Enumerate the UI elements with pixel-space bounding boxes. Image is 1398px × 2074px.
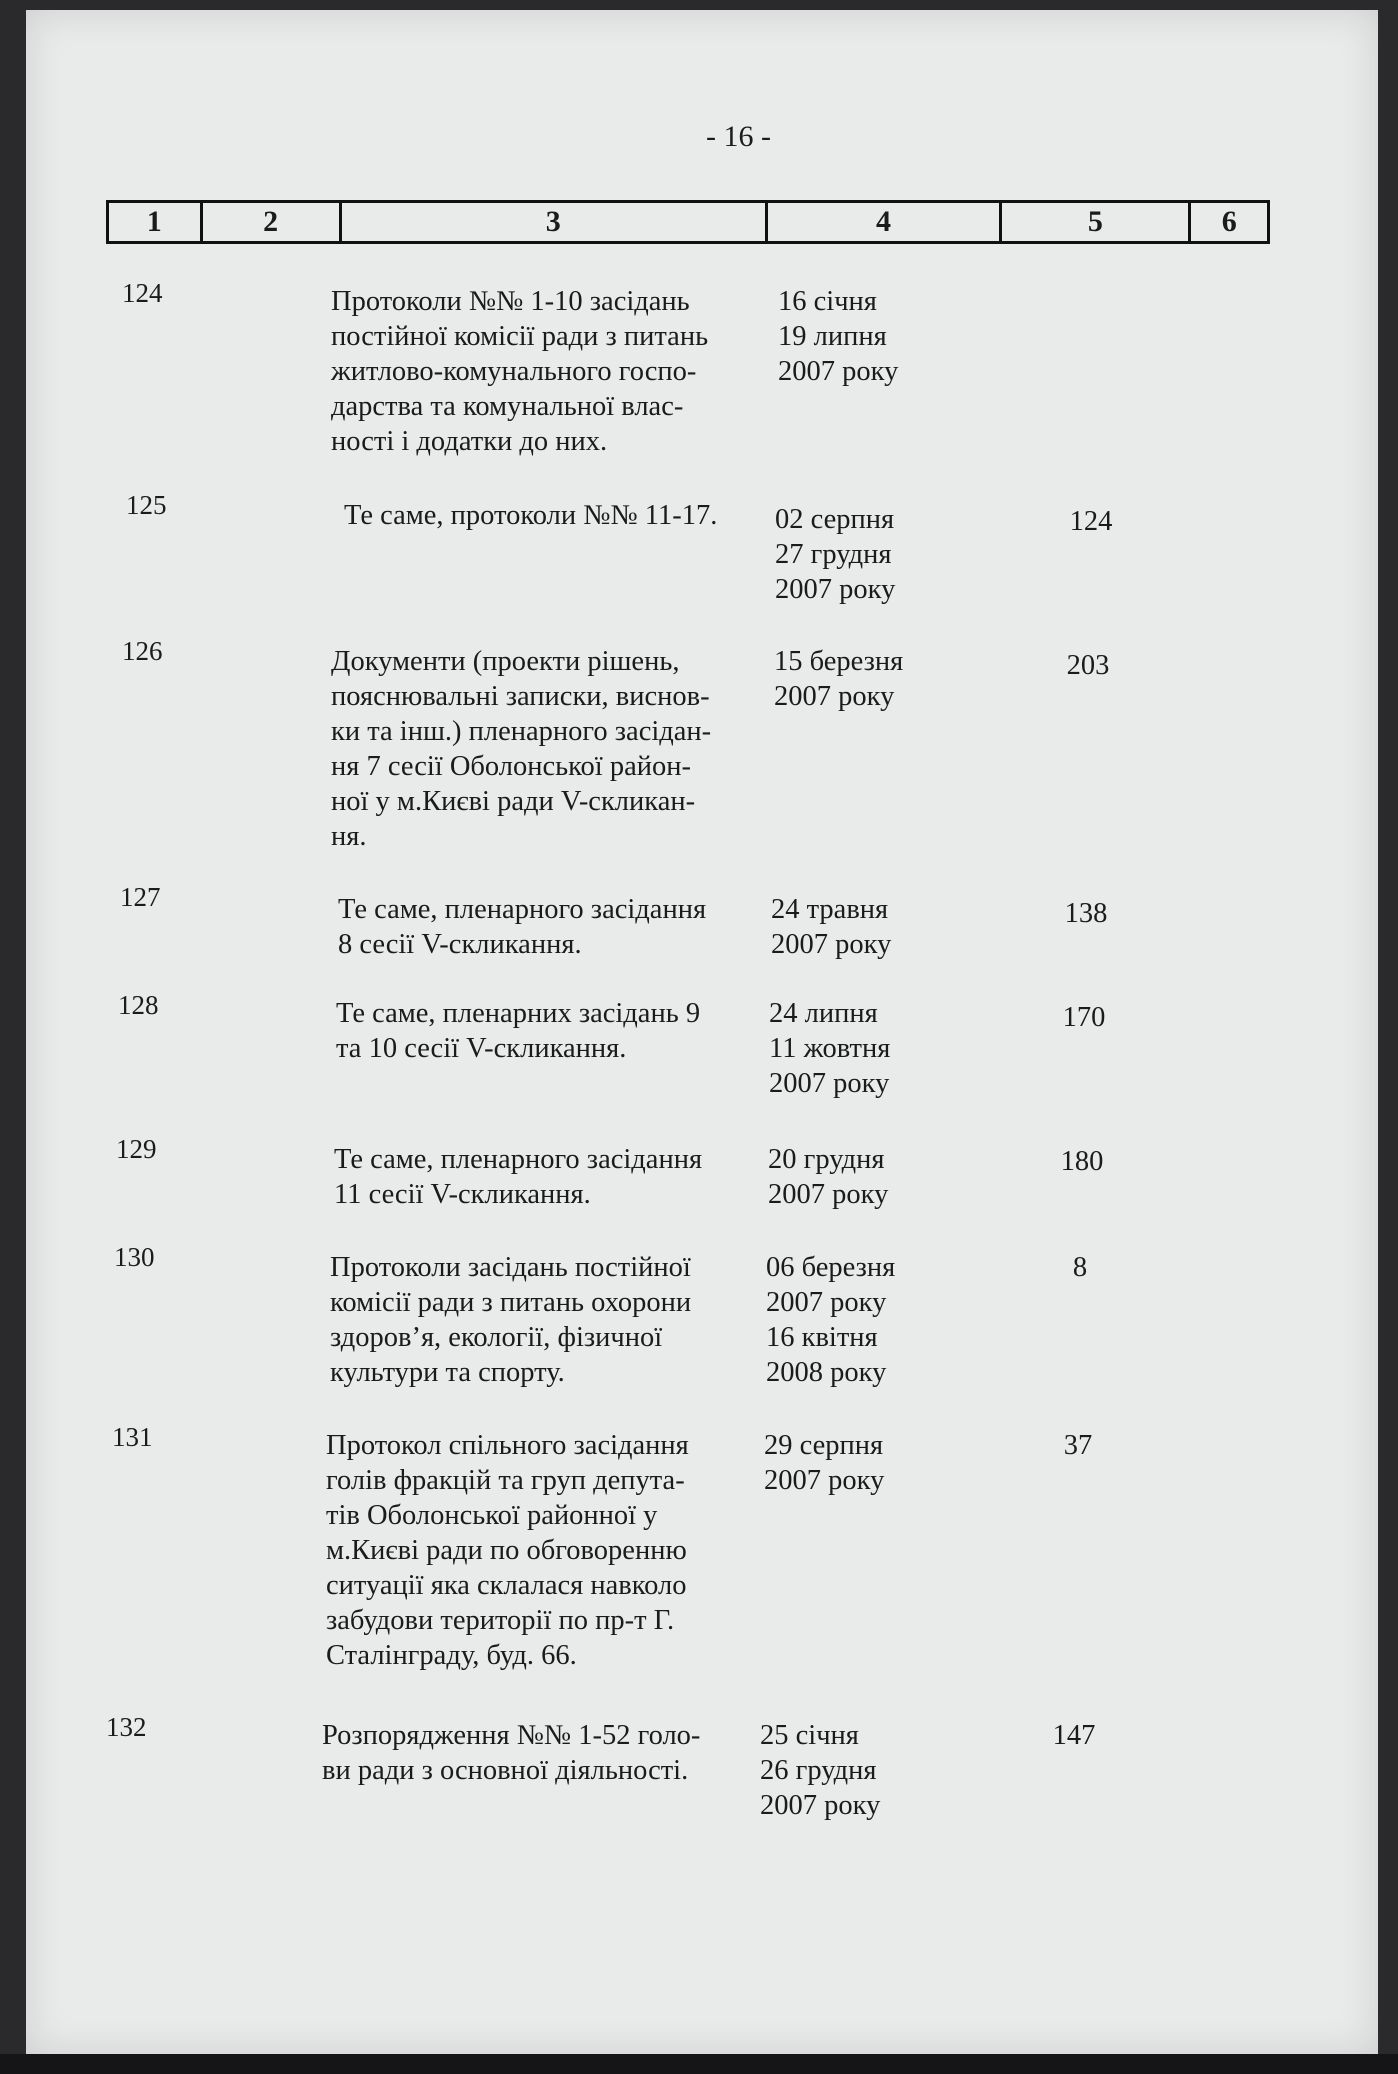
item-sheets: 8 (1072, 1252, 1088, 1283)
item-description: Протокол спільного засідання голів фракцій та груп депута- тів Оболонської районної у м.Києві ради по обговоренню ситуації яка склалася навколо забудови території по пр-т Г. Сталінграду, буд. 66. (326, 1430, 689, 1671)
item-sheets: 147 (1052, 1720, 1096, 1751)
item-description: Те саме, пленарних засідань 9 та 10 сесії V-скликання. (336, 998, 701, 1064)
item-description: Протоколи №№ 1-10 засідань постійної комісії ради з питань житлово-комунального госпо- дарства та комунальної влас- ності і додатки до них. (331, 286, 709, 457)
item-number: 132 (106, 1712, 147, 1742)
scanner-bottom-edge (0, 2054, 1398, 2074)
column-header-5: 5 (1002, 203, 1191, 241)
page-number: - 16 - (706, 120, 771, 153)
item-dates: 20 грудня 2007 року (768, 1144, 889, 1210)
column-header-6: 6 (1221, 205, 1237, 238)
column-header-4: 4 (768, 203, 1003, 241)
column-header-3: 3 (342, 203, 768, 241)
item-number: 126 (122, 636, 163, 666)
item-description: Документи (проекти рішень, пояснювальні записки, виснов- ки та інш.) пленарного засідан- ня 7 сесії Оболонської район- ної у м.Києві ради V-скликан- ня. (331, 646, 712, 852)
item-number: 130 (114, 1242, 155, 1272)
item-description: Те саме, пленарного засідання 11 сесії V-скликання. (334, 1144, 703, 1210)
item-number: 124 (122, 278, 163, 308)
item-description: Те саме, протоколи №№ 11-17. (344, 500, 718, 531)
item-sheets: 37 (1063, 1430, 1093, 1461)
item-dates: 29 серпня 2007 року (764, 1430, 885, 1496)
item-number: 125 (126, 490, 167, 520)
item-description: Протоколи засідань постійної комісії ради з питань охорони здоров’я, екології, фізичної культури та спорту. (330, 1252, 692, 1388)
item-dates: 16 січня 19 липня 2007 року (778, 286, 899, 387)
column-header-row (106, 200, 1270, 244)
item-dates: 24 липня 11 жовтня 2007 року (769, 998, 891, 1099)
item-sheets: 138 (1064, 898, 1108, 929)
item-dates: 24 травня 2007 року (771, 894, 892, 960)
item-number: 127 (120, 882, 161, 912)
item-dates: 25 січня 26 грудня 2007 року (760, 1720, 881, 1821)
item-description: Розпорядження №№ 1-52 голо- ви ради з основної діяльності. (322, 1720, 701, 1786)
item-number: 131 (112, 1422, 153, 1452)
item-dates: 02 серпня 27 грудня 2007 року (775, 504, 896, 605)
item-sheets: 203 (1066, 650, 1110, 681)
document-page (26, 10, 1378, 2054)
item-sheets: 180 (1060, 1146, 1104, 1177)
item-sheets: 124 (1069, 506, 1113, 537)
item-dates: 15 березня 2007 року (774, 646, 904, 712)
item-sheets: 170 (1062, 1002, 1106, 1033)
item-description: Те саме, пленарного засідання 8 сесії V-скликання. (338, 894, 707, 960)
item-dates: 06 березня 2007 року 16 квітня 2008 року (766, 1252, 896, 1388)
column-header-1: 1 (109, 203, 203, 241)
column-header-2: 2 (203, 203, 342, 241)
item-number: 128 (118, 990, 159, 1020)
item-number: 129 (116, 1134, 157, 1164)
